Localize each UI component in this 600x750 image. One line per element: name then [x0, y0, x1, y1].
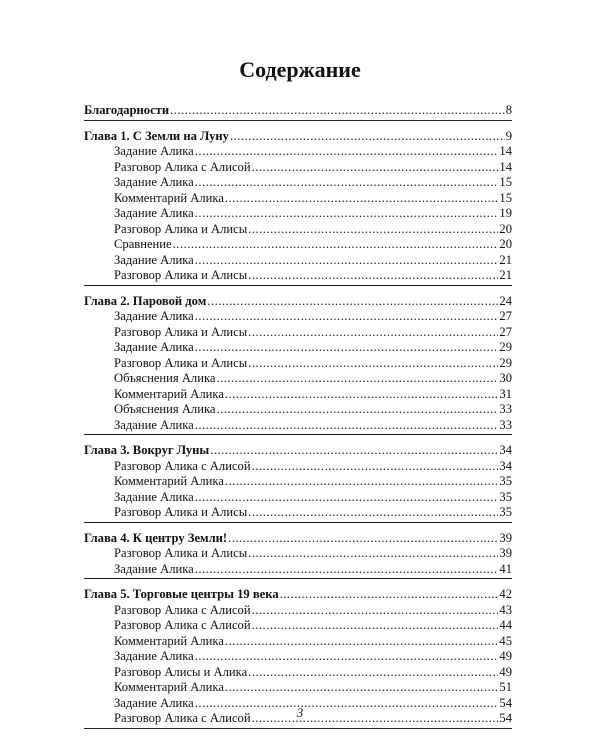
toc-dot-leader [195, 206, 499, 222]
toc-dot-leader [170, 103, 505, 119]
toc-entry-title: Задание Алика [114, 340, 194, 354]
toc-chapter-entry[interactable] [84, 294, 512, 310]
toc-page-number: 51 [499, 680, 512, 694]
toc-page-number: 19 [499, 206, 512, 220]
toc-entry[interactable] [84, 680, 512, 696]
toc-entry-title: Задание Алика [114, 309, 194, 323]
toc-dot-leader [248, 356, 498, 372]
toc-entry-title: Разговор Алика с Алисой [114, 618, 251, 632]
page-number: 3 [296, 705, 304, 720]
toc-entry-title: Разговор Алика и Алисы [114, 355, 248, 370]
toc-entry[interactable] [84, 603, 512, 619]
toc-page-number: 14 [499, 159, 512, 174]
toc-section [84, 129, 512, 286]
toc-dot-leader [195, 175, 499, 191]
toc-entry[interactable] [84, 474, 512, 490]
toc-section [84, 443, 512, 523]
toc-entry-title: Задание Алика [114, 489, 194, 504]
toc-page-number: 15 [499, 175, 512, 189]
toc-entry[interactable] [84, 356, 512, 372]
toc-entry-title: Разговор Алика и Алисы [114, 268, 248, 282]
toc-dot-leader [252, 618, 499, 634]
toc-entry[interactable] [84, 490, 512, 506]
toc-dot-leader [207, 294, 498, 310]
toc-dot-leader [230, 129, 505, 145]
toc-entry-title: Задание Алика [114, 561, 194, 576]
toc-entry[interactable] [84, 387, 512, 403]
toc-dot-leader [216, 402, 498, 418]
toc-chapter-entry[interactable] [84, 587, 512, 603]
toc-entry[interactable] [84, 160, 512, 176]
toc-page-number: 20 [499, 237, 512, 251]
toc-page-number: 33 [499, 402, 512, 416]
toc-chapter-title: Благодарности [84, 103, 170, 117]
toc-entry[interactable] [84, 268, 512, 284]
toc-entry-title: Разговор Алика с Алисой [114, 602, 251, 617]
toc-page-number: 24 [499, 293, 512, 308]
toc-entry-title: Комментарий Алика [114, 474, 224, 488]
toc-page-number: 41 [499, 561, 512, 576]
toc-dot-leader [195, 340, 499, 356]
toc-dot-leader [248, 222, 498, 238]
toc-dot-leader [252, 459, 499, 475]
toc-entry-title: Объяснения Алика [114, 402, 216, 416]
toc-page-number: 35 [499, 489, 512, 504]
toc-chapter-entry[interactable] [84, 443, 512, 459]
toc-dot-leader [173, 237, 499, 253]
toc-dot-leader [216, 371, 498, 387]
toc-chapter-title: Глава 4. К центру Земли! [84, 530, 228, 545]
toc-page-number: 9 [505, 128, 512, 143]
toc-dot-leader [225, 474, 499, 490]
toc-entry[interactable] [84, 546, 512, 562]
toc-dot-leader [195, 490, 499, 506]
toc-page-number: 42 [499, 587, 512, 601]
toc-entry-title: Сравнение [114, 237, 172, 251]
toc-entry-title: Задание Алика [114, 252, 194, 267]
toc-page-number: 29 [499, 340, 512, 354]
toc-page-number: 49 [499, 664, 512, 679]
toc-page-number: 21 [499, 268, 512, 282]
toc-entry[interactable] [84, 222, 512, 238]
toc-chapter-entry[interactable] [84, 103, 512, 119]
toc-entry[interactable] [84, 402, 512, 418]
toc-dot-leader [228, 531, 498, 547]
table-of-contents [84, 103, 512, 729]
toc-page-number: 20 [499, 221, 512, 236]
toc-entry[interactable] [84, 309, 512, 325]
toc-entry[interactable] [84, 144, 512, 160]
toc-entry[interactable] [84, 237, 512, 253]
toc-entry-title: Комментарий Алика [114, 633, 224, 648]
toc-entry-title: Разговор Алика с Алисой [114, 711, 251, 725]
toc-page-number: 27 [499, 309, 512, 323]
toc-chapter-title: Глава 3. Вокруг Луны [84, 443, 210, 457]
toc-page-number: 29 [499, 355, 512, 370]
toc-entry[interactable] [84, 253, 512, 269]
toc-entry[interactable] [84, 371, 512, 387]
toc-chapter-title: Глава 5. Торговые центры 19 века [84, 587, 279, 601]
toc-dot-leader [252, 603, 499, 619]
toc-section [84, 294, 512, 436]
toc-dot-leader [225, 680, 499, 696]
toc-entry-title: Разговор Алика с Алисой [114, 458, 251, 473]
toc-entry[interactable] [84, 562, 512, 578]
toc-page-number: 31 [499, 386, 512, 401]
toc-entry-title: Задание Алика [114, 206, 194, 220]
page-title: Содержание [239, 57, 361, 82]
toc-page-number: 21 [499, 252, 512, 267]
toc-entry-title: Разговор Алика и Алисы [114, 324, 248, 339]
toc-chapter-title: Глава 2. Паровой дом [84, 293, 207, 308]
toc-dot-leader [195, 253, 499, 269]
toc-dot-leader [280, 587, 499, 603]
toc-page-number: 15 [499, 190, 512, 205]
toc-page-number: 27 [499, 324, 512, 339]
toc-entry-title: Разговор Алика и Алисы [114, 221, 248, 236]
toc-entry[interactable] [84, 325, 512, 341]
toc-entry-title: Задание Алика [114, 417, 194, 432]
toc-page-number: 8 [505, 103, 512, 117]
toc-entry-title: Разговор Алисы и Алика [114, 664, 248, 679]
toc-entry-title: Разговор Алика с Алисой [114, 159, 251, 174]
toc-dot-leader [195, 649, 499, 665]
toc-entry-title: Задание Алика [114, 649, 194, 663]
toc-entry[interactable] [84, 206, 512, 222]
toc-entry[interactable] [84, 418, 512, 434]
toc-page-number: 34 [499, 443, 512, 457]
toc-page-number: 43 [499, 602, 512, 617]
toc-page-number: 30 [499, 371, 512, 385]
toc-dot-leader [225, 634, 499, 650]
toc-page-number: 34 [499, 458, 512, 473]
toc-entry[interactable] [84, 665, 512, 681]
toc-dot-leader [195, 144, 499, 160]
toc-entry-title: Разговор Алика и Алисы [114, 546, 248, 560]
toc-page-number: 33 [499, 417, 512, 432]
toc-page-number: 35 [499, 505, 512, 519]
toc-chapter-entry[interactable] [84, 129, 512, 145]
toc-page-number: 54 [499, 711, 512, 725]
toc-dot-leader [195, 309, 499, 325]
toc-entry-title: Задание Алика [114, 695, 194, 710]
toc-chapter-title: Глава 1. С Земли на Луну [84, 128, 229, 143]
toc-dot-leader [248, 665, 498, 681]
toc-page-number: 39 [499, 530, 512, 545]
toc-page-number: 49 [499, 649, 512, 663]
toc-entry[interactable] [84, 459, 512, 475]
toc-entry-title: Задание Алика [114, 144, 194, 158]
toc-chapter-entry[interactable] [84, 531, 512, 547]
toc-entry[interactable] [84, 634, 512, 650]
toc-section [84, 531, 512, 580]
toc-dot-leader [248, 268, 498, 284]
toc-entry-title: Комментарий Алика [114, 190, 224, 205]
toc-entry-title: Комментарий Алика [114, 680, 224, 694]
toc-entry[interactable] [84, 340, 512, 356]
toc-entry-title: Объяснения Алика [114, 371, 216, 385]
toc-dot-leader [248, 505, 498, 521]
toc-entry[interactable] [84, 505, 512, 521]
toc-entry-title: Комментарий Алика [114, 386, 224, 401]
toc-entry[interactable] [84, 175, 512, 191]
toc-entry-title: Разговор Алика и Алисы [114, 505, 248, 519]
toc-page-number: 45 [499, 633, 512, 648]
toc-entry[interactable] [84, 618, 512, 634]
toc-dot-leader [225, 191, 499, 207]
toc-dot-leader [195, 418, 499, 434]
toc-entry[interactable] [84, 191, 512, 207]
toc-dot-leader [225, 387, 499, 403]
toc-entry-title: Задание Алика [114, 175, 194, 189]
toc-page-number: 54 [499, 695, 512, 710]
toc-page-number: 39 [499, 546, 512, 560]
toc-page-number: 44 [499, 618, 512, 632]
toc-dot-leader [210, 443, 498, 459]
toc-dot-leader [252, 160, 499, 176]
toc-page-number: 35 [499, 474, 512, 488]
toc-page-number: 14 [499, 144, 512, 158]
toc-section [84, 103, 512, 121]
toc-dot-leader [248, 325, 498, 341]
toc-entry[interactable] [84, 649, 512, 665]
toc-dot-leader [248, 546, 498, 562]
toc-dot-leader [195, 562, 499, 578]
